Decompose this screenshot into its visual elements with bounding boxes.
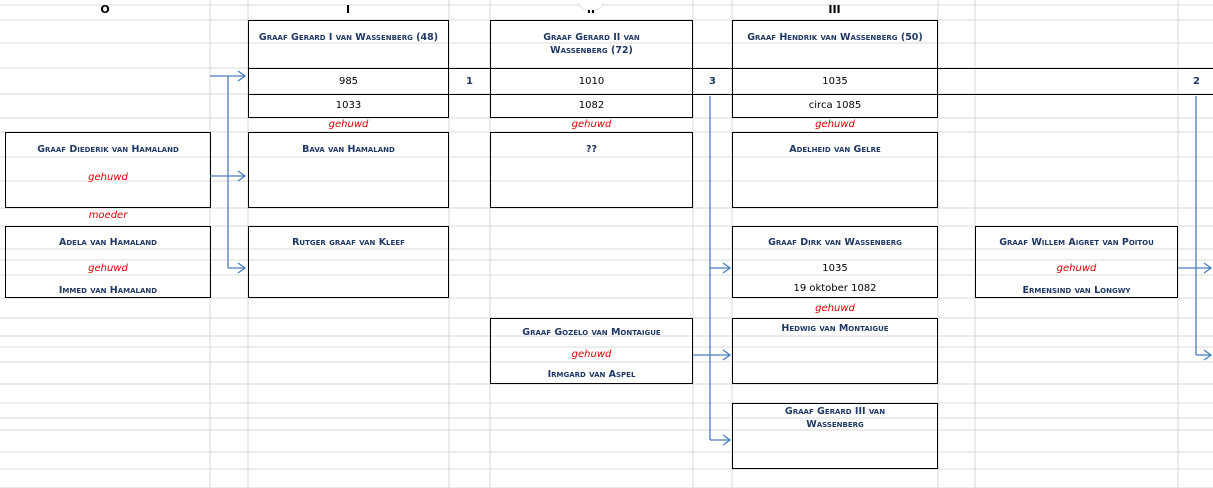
name-willem: Graaf Willem Aigret van Poitou <box>999 237 1154 248</box>
born-gerard-ii: 1010 <box>578 76 605 87</box>
arrow-connector <box>1196 96 1211 360</box>
column-header-i[interactable]: I <box>345 3 351 16</box>
married-label: gehuwd <box>88 263 128 274</box>
born-dirk: 1035 <box>822 263 848 274</box>
generation-marker-2: 2 <box>1193 76 1200 87</box>
name-gerard-ii: Graaf Gerard II van Wassenberg (72) <box>543 32 640 56</box>
married-label: gehuwd <box>88 172 128 183</box>
name-immed: Immed van Hamaland <box>58 285 158 296</box>
born-hendrik: 1035 <box>822 76 848 87</box>
arrow-connector <box>693 350 730 360</box>
married-label: gehuwd <box>571 119 612 130</box>
generation-marker-3: 3 <box>709 76 716 87</box>
name-bava: Bava van Hamaland <box>302 144 395 155</box>
died-gerard-i: 1033 <box>335 100 362 111</box>
name-dirk: Graaf Dirk van Wassenberg <box>768 237 902 248</box>
name-gozelo: Graaf Gozelo van Montaigue <box>522 327 661 338</box>
column-header-o[interactable]: O <box>100 3 110 16</box>
married-label: gehuwd <box>328 119 369 130</box>
generation-marker-1: 1 <box>466 76 473 87</box>
name-hendrik: Graaf Hendrik van Wassenberg (50) <box>747 32 923 43</box>
died-gerard-ii: 1082 <box>578 100 605 111</box>
name-adela: Adela van Hamaland <box>59 237 157 248</box>
name-adelheid: Adelheid van Gelre <box>789 144 881 155</box>
born-gerard-i: 985 <box>338 76 359 87</box>
name-unknown: ?? <box>585 144 598 155</box>
married-label: gehuwd <box>815 303 855 314</box>
mother-label: moeder <box>88 210 128 221</box>
column-header-iii[interactable]: III <box>828 3 841 16</box>
died-hendrik: circa 1085 <box>808 100 862 111</box>
name-rutger: Rutger graaf van Kleef <box>292 237 405 248</box>
name-gerard-i: Graaf Gerard I van Wassenberg (48) <box>258 32 439 43</box>
name-irmgard: Irmgard van Aspel <box>547 369 636 380</box>
name-diederik: Graaf Diederik van Hamaland <box>37 144 179 155</box>
arrow-connector <box>1178 263 1211 273</box>
name-hedwig: Hedwig van Montaigue <box>781 323 889 334</box>
married-label: gehuwd <box>815 119 855 130</box>
name-ermensind: Ermensind van Longwy <box>1022 285 1131 296</box>
arrow-connector <box>710 96 730 445</box>
died-dirk: 19 oktober 1082 <box>793 283 877 294</box>
name-gerard-iii: Graaf Gerard III van Wassenberg <box>784 406 886 430</box>
married-label: gehuwd <box>571 349 612 360</box>
married-label: gehuwd <box>1056 263 1097 274</box>
